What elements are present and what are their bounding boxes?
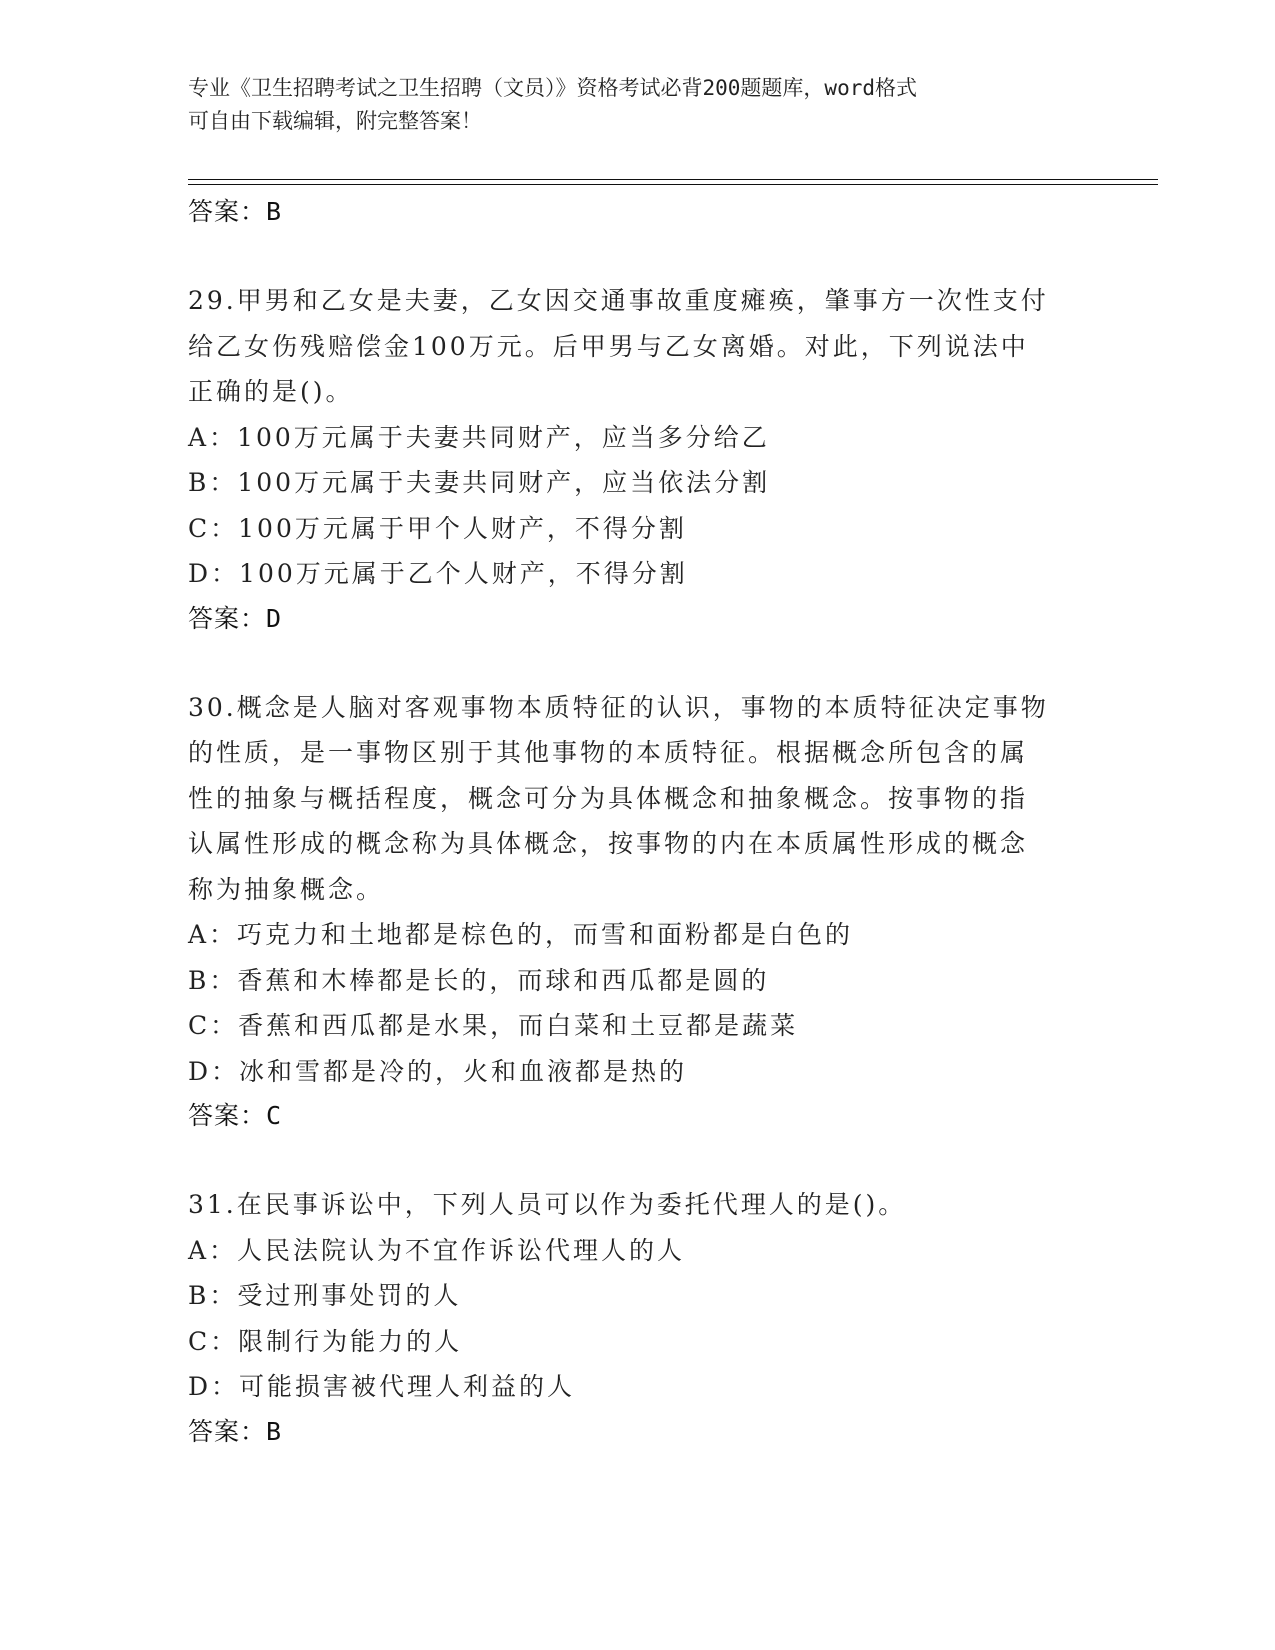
page-header bbox=[188, 72, 1068, 138]
spacer bbox=[188, 234, 1088, 278]
question-text-line: 认属性形成的概念称为具体概念，按事物的内在本质属性形成的概念 bbox=[188, 829, 1029, 858]
option-a: A：100万元属于夫妻共同财产，应当多分给乙 bbox=[188, 422, 770, 452]
option-b: B：受过刑事处罚的人 bbox=[188, 1281, 462, 1310]
spacer bbox=[188, 641, 1088, 685]
option-b: B：香蕉和木棒都是长的，而球和西瓜都是圆的 bbox=[188, 965, 770, 995]
header-title-line-2: 可自由下载编辑，附完整答案！ bbox=[188, 109, 482, 133]
header-title-line-1: 专业《卫生招聘考试之卫生招聘（文员）》资格考试必背200题题库，word格式 bbox=[188, 76, 917, 100]
answer-line: 答案：C bbox=[188, 1101, 283, 1130]
option-c: C：香蕉和西瓜都是水果，而白菜和土豆都是蔬菜 bbox=[188, 1011, 799, 1040]
option-d: D：可能损害被代理人利益的人 bbox=[188, 1372, 576, 1401]
question-text-line: 30.概念是人脑对客观事物本质特征的认识，事物的本质特征决定事物 bbox=[188, 692, 1049, 722]
answer-line: 答案：B bbox=[188, 1416, 283, 1446]
spacer bbox=[188, 1138, 1088, 1182]
question-text-line: 给乙女伤残赔偿金100万元。后甲男与乙女离婚。对此，下列说法中 bbox=[188, 331, 1029, 361]
question-text-line: 的性质，是一事物区别于其他事物的本质特征。根据概念所包含的属 bbox=[188, 738, 1029, 767]
answer-line: 答案：D bbox=[188, 603, 283, 633]
question-text-line: 31.在民事诉讼中，下列人员可以作为委托代理人的是()。 bbox=[188, 1190, 907, 1219]
header-divider-top bbox=[188, 179, 1158, 180]
option-b: B：100万元属于夫妻共同财产，应当依法分割 bbox=[188, 468, 771, 497]
question-text-line: 称为抽象概念。 bbox=[188, 874, 385, 904]
option-d: D：冰和雪都是冷的，火和血液都是热的 bbox=[188, 1056, 688, 1086]
question-text-line: 性的抽象与概括程度，概念可分为具体概念和抽象概念。按事物的指 bbox=[188, 783, 1029, 813]
option-a: A：人民法院认为不宜作诉讼代理人的人 bbox=[188, 1235, 686, 1265]
option-d: D：100万元属于乙个人财产，不得分割 bbox=[188, 559, 688, 588]
answer-line: 答案：B bbox=[188, 197, 283, 226]
question-block bbox=[188, 1182, 1088, 1454]
header-divider-bottom bbox=[188, 184, 1158, 185]
question-text-line: 正确的是()。 bbox=[188, 377, 354, 406]
question-text-line: 29.甲男和乙女是夫妻，乙女因交通事故重度瘫痪，肇事方一次性支付 bbox=[188, 286, 1049, 315]
option-c: C：100万元属于甲个人财产，不得分割 bbox=[188, 513, 687, 543]
option-c: C：限制行为能力的人 bbox=[188, 1326, 463, 1356]
question-block bbox=[188, 685, 1088, 1139]
option-a: A：巧克力和土地都是棕色的，而雪和面粉都是白色的 bbox=[188, 920, 854, 949]
question-list bbox=[188, 190, 1088, 1454]
question-block bbox=[188, 278, 1088, 641]
